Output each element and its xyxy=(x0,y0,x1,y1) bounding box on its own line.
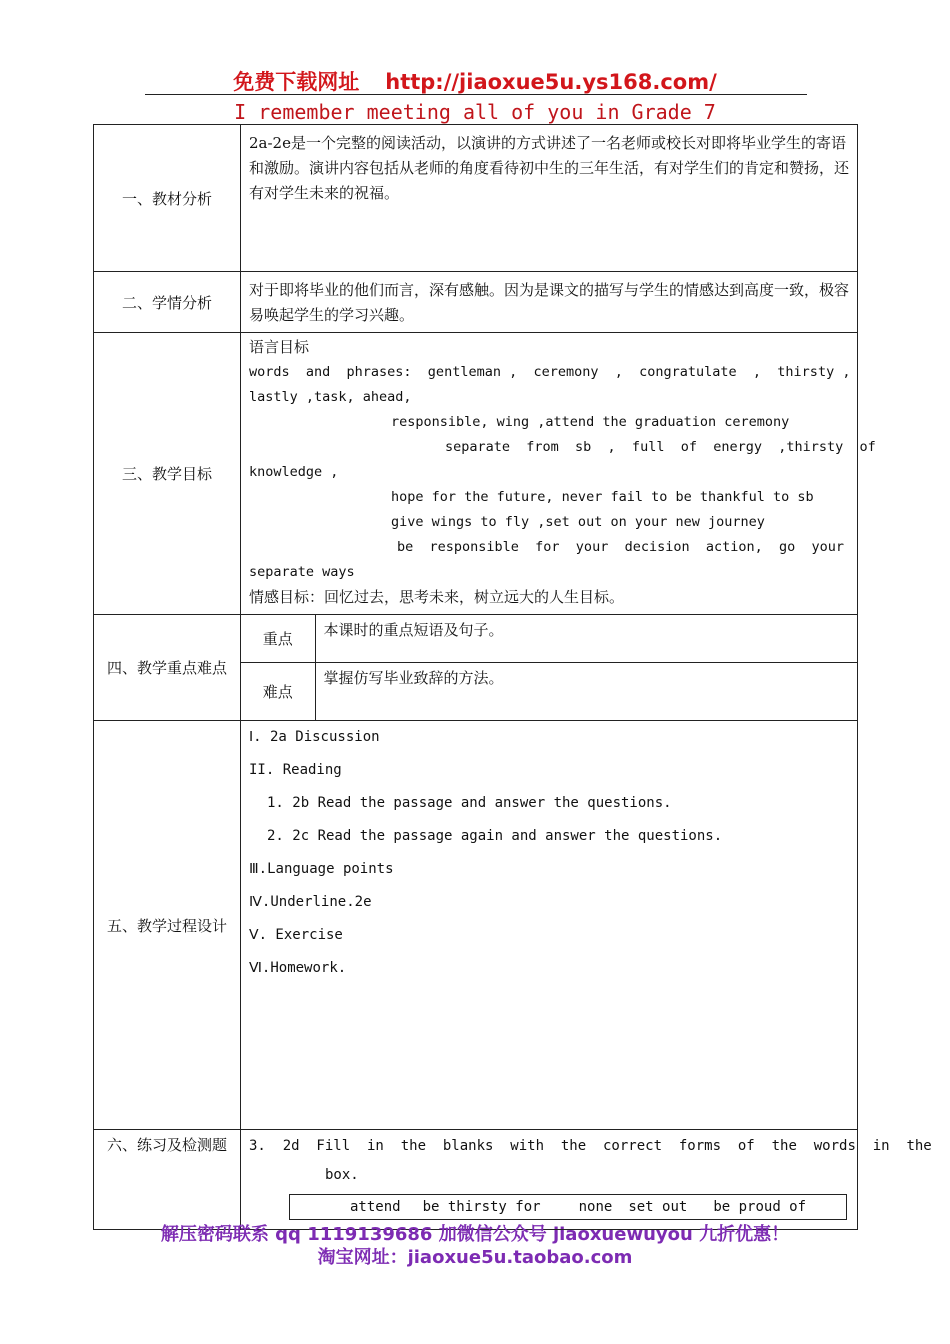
row-exercises xyxy=(94,1130,858,1230)
row-label: 一、教材分析 xyxy=(94,125,241,272)
row-label: 三、教学目标 xyxy=(94,333,241,615)
process-step: II. Reading xyxy=(249,762,342,778)
student-analysis-text: 对于即将毕业的他们而言，深有感触。因为是课文的描写与学生的情感达到高度一致，极容易唤起学生的学习兴趣。 xyxy=(249,281,850,324)
goal-line: words and phrases: gentleman , ceremony , congratulate , thirsty , xyxy=(249,364,851,380)
header-download-link[interactable] xyxy=(0,66,950,96)
key-points-subtable xyxy=(241,615,857,720)
difficulty-text: 掌握仿写毕业致辞的方法。 xyxy=(323,668,504,687)
exercise-instruction-cont: box. xyxy=(325,1167,359,1183)
row-textbook-analysis xyxy=(94,125,858,272)
header-divider xyxy=(145,94,807,95)
emotion-goal: 情感目标：回忆过去，思考未来，树立远大的人生目标。 xyxy=(249,588,625,606)
process-step: 2. 2c Read the passage again and answer the questions. xyxy=(267,828,723,844)
exercise-instruction: 3. 2d Fill in the blanks with the correct forms of the words in the xyxy=(249,1138,932,1154)
goal-line: give wings to fly ,set out on your new journey xyxy=(391,514,765,530)
lesson-plan-table xyxy=(93,124,932,1230)
header-prefix: 免费下载网址 xyxy=(233,70,360,94)
word-box-item: be proud of xyxy=(713,1199,807,1215)
row-label: 五、教学过程设计 xyxy=(94,721,241,1130)
row-label: 四、教学重点难点 xyxy=(94,615,241,721)
difficulty-label: 难点 xyxy=(241,662,315,720)
row-teaching-goals xyxy=(94,333,858,615)
footer-contact: 解压密码联系 qq 1119139686 加微信公众号 jiaoxuewuyou 九折优惠！ xyxy=(160,1224,790,1245)
goal-heading: 语言目标 xyxy=(249,338,310,356)
footer-shop-url[interactable]: 淘宝网址：jiaoxue5u.taobao.com xyxy=(317,1247,633,1268)
goal-line: separate from sb , full of energy ,thirsty of xyxy=(445,439,876,455)
goal-line: responsible, wing ,attend the graduation ceremony xyxy=(391,414,790,430)
header-url[interactable]: http://jiaoxue5u.ys168.com/ xyxy=(385,70,717,94)
process-step: Ⅰ. 2a Discussion xyxy=(249,729,380,745)
process-step: Ⅳ.Underline.2e xyxy=(249,894,372,910)
word-box-item: set out xyxy=(628,1199,688,1215)
page-title: I remember meeting all of you in Grade 7 xyxy=(234,100,716,124)
key-point-text: 本课时的重点短语及句子。 xyxy=(315,615,857,662)
goal-line: be responsible for your decision action, go your xyxy=(397,539,845,555)
key-point-label: 重点 xyxy=(241,615,315,662)
process-step: 1. 2b Read the passage and answer the questions. xyxy=(267,795,672,811)
process-step: Ⅴ. Exercise xyxy=(249,927,343,943)
goal-line: separate ways xyxy=(249,564,355,580)
row-key-difficult-points xyxy=(94,615,858,721)
word-box-item: be thirsty for xyxy=(422,1199,541,1215)
goal-line: hope for the future, never fail to be thankful to sb xyxy=(391,489,814,505)
word-box-item: none xyxy=(578,1199,613,1215)
word-box xyxy=(289,1194,847,1220)
row-student-analysis xyxy=(94,272,858,333)
row-label: 二、学情分析 xyxy=(94,272,241,333)
word-box-item: attend xyxy=(350,1199,401,1215)
textbook-analysis-text: 2a-2e是一个完整的阅读活动，以演讲的方式讲述了一名老师或校长对即将毕业学生的寄语和激励。演讲内容包括从老师的角度看待初中生的三年生活，有对学生们的肯定和赞扬，还有对学生未来的祝福。 xyxy=(249,134,850,202)
process-step: Ⅵ.Homework. xyxy=(249,960,347,976)
goal-line: knowledge , xyxy=(249,464,339,480)
goal-line: lastly ,task, ahead, xyxy=(249,389,412,405)
process-step: Ⅲ.Language points xyxy=(249,861,394,877)
row-label: 六、练习及检测题 xyxy=(94,1130,241,1230)
row-process-design xyxy=(94,721,858,1130)
